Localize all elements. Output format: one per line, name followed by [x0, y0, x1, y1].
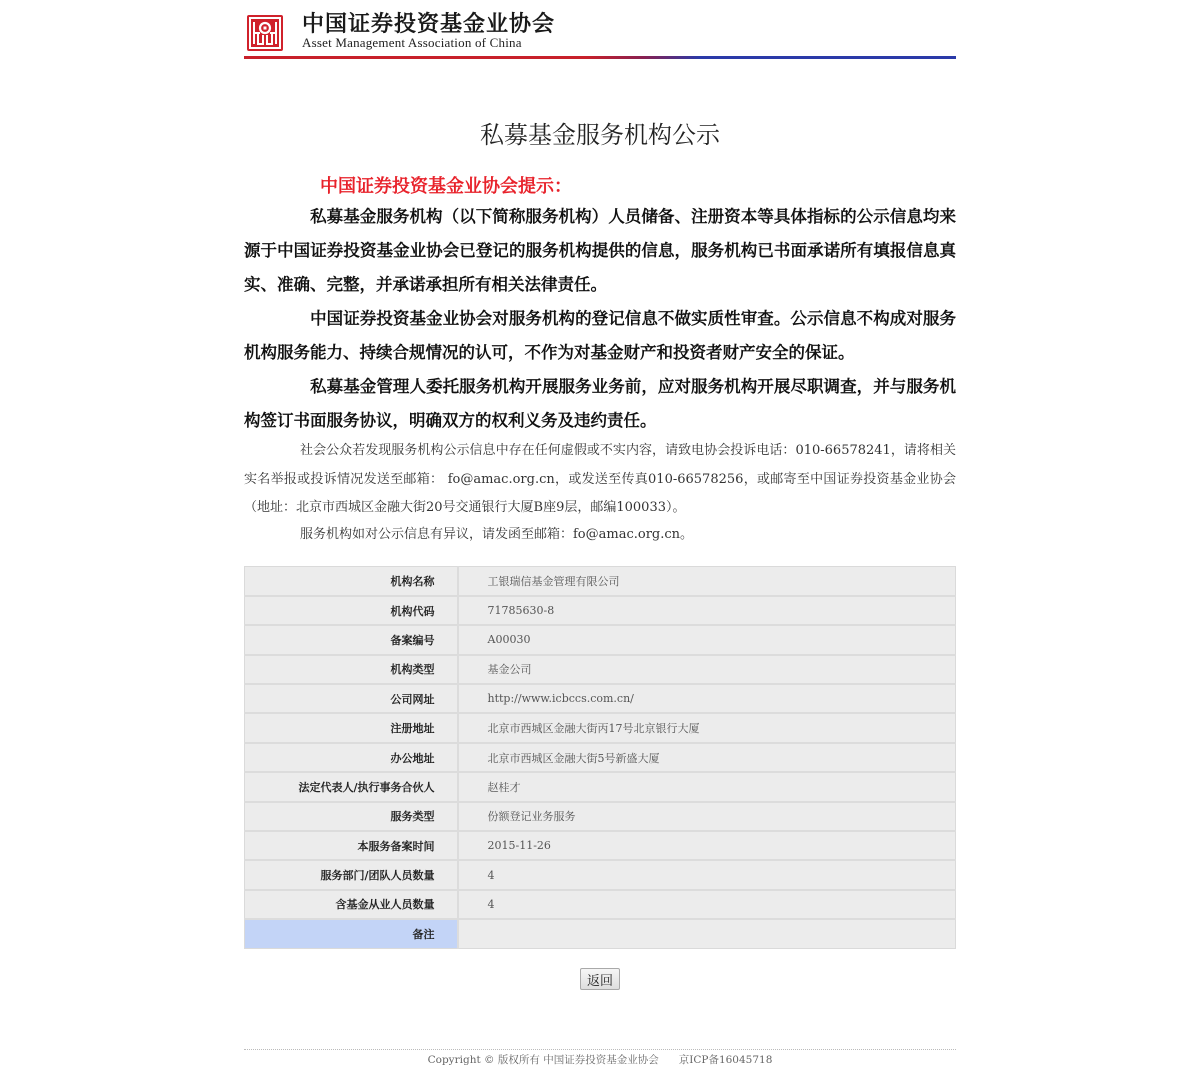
- site-header: [244, 0, 956, 60]
- table-row: [245, 684, 956, 713]
- row-label: 备注: [245, 919, 458, 948]
- table-row: [245, 802, 956, 831]
- back-button[interactable]: 返回: [580, 968, 620, 990]
- row-value: 71785630-8: [458, 596, 956, 625]
- row-value: [458, 919, 956, 948]
- row-label: 机构名称: [245, 567, 458, 596]
- row-label: 机构类型: [245, 655, 458, 684]
- objection-info: [244, 521, 956, 550]
- row-label: 含基金从业人员数量: [245, 890, 458, 919]
- row-label: 机构代码: [245, 596, 458, 625]
- complaint-info: [244, 437, 956, 523]
- row-value: 份额登记业务服务: [458, 802, 956, 831]
- objection-info-text: 服务机构如对公示信息有异议，请发函至邮箱：fo@amac.org.cn。: [300, 527, 694, 542]
- complaint-info-text: 社会公众若发现服务机构公示信息中存在任何虚假或不实内容，请致电协会投诉电话：010-66578241，请将相关实名举报或投诉情况发送至邮箱： fo@amac.org.cn，或发送至传真010-66578256，或邮寄至中国证券投资基金业协会（地址：北京市西城区金融大街20号交通银行大厦B座9层，邮编100033）。: [244, 443, 956, 515]
- company-website-value: http://www.icbccs.com.cn/: [458, 684, 956, 713]
- notice-paragraph-2: [244, 302, 956, 370]
- table-row: [245, 625, 956, 654]
- row-value: 2015-11-26: [458, 831, 956, 860]
- table-row: [245, 596, 956, 625]
- copyright-text: Copyright © 版权所有 中国证券投资基金业协会: [427, 1054, 659, 1066]
- site-footer: [244, 1052, 956, 1067]
- org-name-en: Asset Management Association of China: [302, 35, 522, 50]
- table-row-remarks: [245, 919, 956, 948]
- amac-logo-icon: [247, 15, 283, 51]
- row-label: 办公地址: [245, 743, 458, 772]
- footer-divider: [244, 1049, 956, 1050]
- institution-info-table: [244, 566, 956, 949]
- page-container: [244, 0, 956, 1066]
- table-row: [245, 567, 956, 596]
- row-label: 服务部门/团队人员数量: [245, 860, 458, 889]
- header-divider: [244, 56, 956, 59]
- row-label: 服务类型: [245, 802, 458, 831]
- row-label: 法定代表人/执行事务合伙人: [245, 772, 458, 801]
- table-row: [245, 713, 956, 742]
- notice-heading: 中国证券投资基金业协会提示：: [320, 176, 572, 197]
- table-row: [245, 743, 956, 772]
- row-label: 注册地址: [245, 713, 458, 742]
- row-value: 4: [458, 890, 956, 919]
- notice-paragraph-3: [244, 370, 956, 438]
- table-row: [245, 772, 956, 801]
- row-label: 公司网址: [245, 684, 458, 713]
- row-label: 本服务备案时间: [245, 831, 458, 860]
- row-value: 基金公司: [458, 655, 956, 684]
- row-value: A00030: [458, 625, 956, 654]
- row-value: 4: [458, 860, 956, 889]
- icp-number[interactable]: 京ICP备16045718: [678, 1054, 773, 1066]
- row-value: 北京市西城区金融大街丙17号北京银行大厦: [458, 713, 956, 742]
- notice-paragraph-2-text: 中国证券投资基金业协会对服务机构的登记信息不做实质性审查。公示信息不构成对服务机构服务能力、持续合规情况的认可，不作为对基金财产和投资者财产安全的保证。: [244, 309, 956, 362]
- notice-paragraph-1: [244, 200, 956, 302]
- table-row: [245, 860, 956, 889]
- row-value: 工银瑞信基金管理有限公司: [458, 567, 956, 596]
- page-title: 私募基金服务机构公示: [480, 121, 720, 149]
- notice-paragraph-1-text: 私募基金服务机构（以下简称服务机构）人员储备、注册资本等具体指标的公示信息均来源于中国证券投资基金业协会已登记的服务机构提供的信息，服务机构已书面承诺所有填报信息真实、准确、完整，并承诺承担所有相关法律责任。: [244, 207, 956, 294]
- table-row: [245, 655, 956, 684]
- row-value: 北京市西城区金融大街5号新盛大厦: [458, 743, 956, 772]
- table-row: [245, 890, 956, 919]
- table-row: [245, 831, 956, 860]
- org-name-cn: 中国证券投资基金业协会: [302, 12, 556, 37]
- notice-paragraph-3-text: 私募基金管理人委托服务机构开展服务业务前，应对服务机构开展尽职调查，并与服务机构签订书面服务协议，明确双方的权利义务及违约责任。: [244, 377, 956, 430]
- row-label: 备案编号: [245, 625, 458, 654]
- row-value: 赵桂才: [458, 772, 956, 801]
